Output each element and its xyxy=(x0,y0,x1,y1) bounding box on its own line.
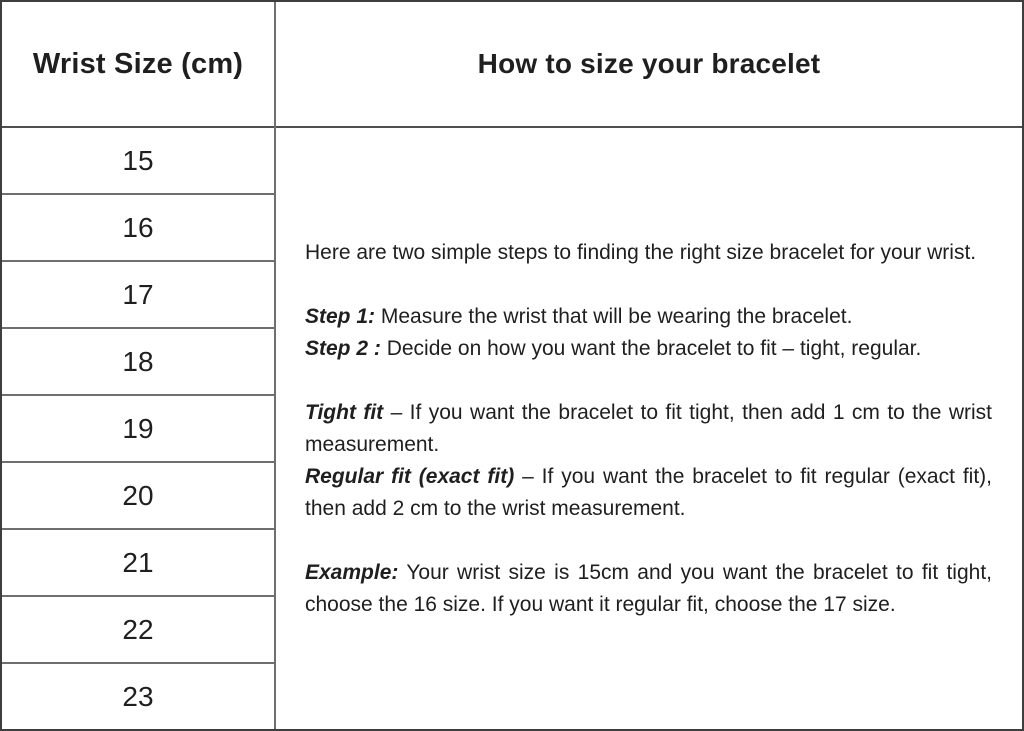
wrist-size-column xyxy=(2,2,276,729)
tight-fit-text: – If you want the bracelet to fit tight, then add 1 cm to the wrist measurement. xyxy=(305,400,993,456)
regular-fit-paragraph xyxy=(305,461,992,525)
wrist-size-header-label: Wrist Size (cm) xyxy=(32,47,244,80)
instructions-body xyxy=(276,128,1022,729)
regular-fit-text: – If you want the bracelet to fit regular (exact fit), then add 2 cm to the wrist measurement. xyxy=(305,464,992,520)
fit-types-group xyxy=(305,397,992,525)
instructions-header-label: How to size your bracelet xyxy=(477,48,821,79)
tight-fit-label: Tight fit xyxy=(305,400,384,424)
size-rows xyxy=(2,128,274,729)
tight-fit-paragraph xyxy=(305,397,992,461)
step-2-paragraph xyxy=(305,333,992,365)
step-1-label: Step 1: xyxy=(305,304,376,328)
step-1-paragraph xyxy=(305,301,992,333)
example-label: Example: xyxy=(305,560,399,584)
size-row: 18 xyxy=(2,329,274,396)
instructions-header-cell xyxy=(276,2,1022,128)
example-text: Your wrist size is 15cm and you want the bracelet to fit tight, choose the 16 size. If you want it regular fit, choose the 17 size. xyxy=(305,560,992,616)
size-row: 20 xyxy=(2,463,274,530)
size-row: 22 xyxy=(2,597,274,664)
size-row: 17 xyxy=(2,262,274,329)
regular-fit-label: Regular fit (exact fit) xyxy=(305,464,515,488)
instructions-column xyxy=(276,2,1022,729)
step-2-text: Decide on how you want the bracelet to fit – tight, regular. xyxy=(386,336,922,360)
step-1-text: Measure the wrist that will be wearing the bracelet. xyxy=(380,304,853,328)
wrist-size-header-cell xyxy=(2,2,274,128)
steps-group xyxy=(305,301,992,365)
intro-group xyxy=(305,237,992,269)
size-row: 16 xyxy=(2,195,274,262)
intro-paragraph: Here are two simple steps to finding the right size bracelet for your wrist. xyxy=(305,240,977,264)
size-row: 15 xyxy=(2,128,274,195)
size-row: 21 xyxy=(2,530,274,597)
step-2-label: Step 2 : xyxy=(305,336,381,360)
example-group xyxy=(305,557,992,621)
size-row: 19 xyxy=(2,396,274,463)
size-row: 23 xyxy=(122,680,154,712)
example-paragraph xyxy=(305,557,992,621)
